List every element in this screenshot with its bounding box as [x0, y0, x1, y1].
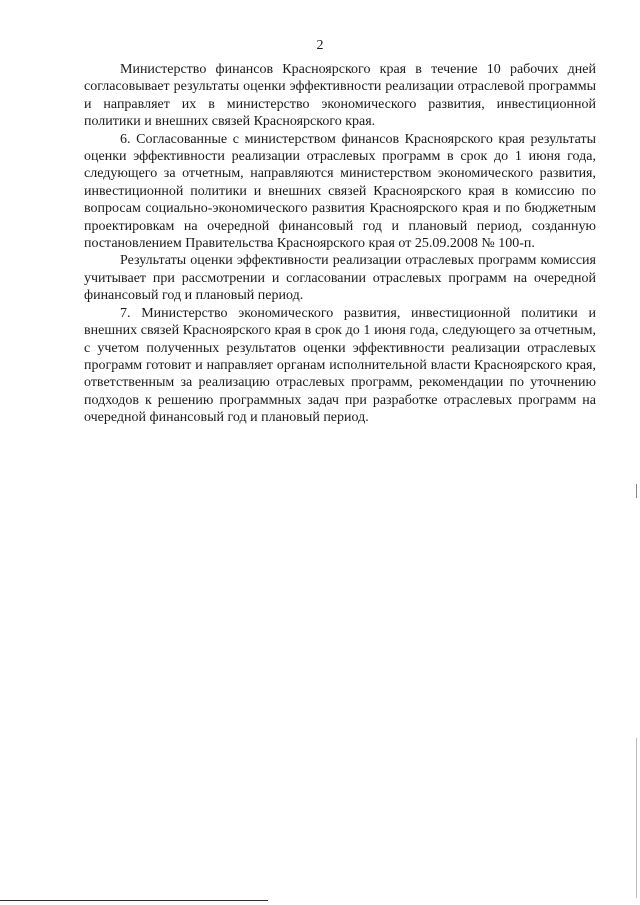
paragraph-7: 7. Министерство экономического развития, инвестиционной политики и внешних связей Красноярского края в срок до 1 июня года, следующего за отчетным, с учетом полученных результатов оценки эффективности реализации отраслевых программ готовит и направляет органам исполнительной власти Красноярского края, ответственным за реализацию отраслевых программ, рекомендации по уточнению подходов к решению программных задач при разработке отраслевых программ на очередной финансовый год и плановый период. [84, 305, 596, 426]
paragraph-1: Министерство финансов Красноярского края в течение 10 рабочих дней согласовывает результаты оценки эффективности реализации отраслевой программы и направляет их в министерство экономического развития, инвестиционной политики и внешних связей Красноярского края. [84, 62, 596, 130]
document-body [84, 61, 596, 427]
scan-edge-mark [636, 738, 637, 898]
scan-edge-mark [636, 484, 637, 498]
page-number: 2 [316, 38, 324, 53]
paragraph-6-continuation: Результаты оценки эффективности реализации отраслевых программ комиссия учитывает при рассмотрении и согласовании отраслевых программ на очередной финансовый год и плановый период. [84, 253, 596, 304]
paragraph-6: 6. Согласованные с министерством финансов Красноярского края результаты оценки эффективности реализации отраслевых программ в срок до 1 июня года, следующего за отчетным, направляются министерством экономического развития, инвестиционной политики и внешних связей Красноярского края в комиссию по вопросам социально-экономического развития Красноярского края и по бюджетным проектировкам на очередной финансовый год и плановый период, созданную постановлением Правительства Красноярского края от 25.09.2008 № 100-п. [84, 131, 596, 252]
footer-rule [0, 900, 268, 901]
